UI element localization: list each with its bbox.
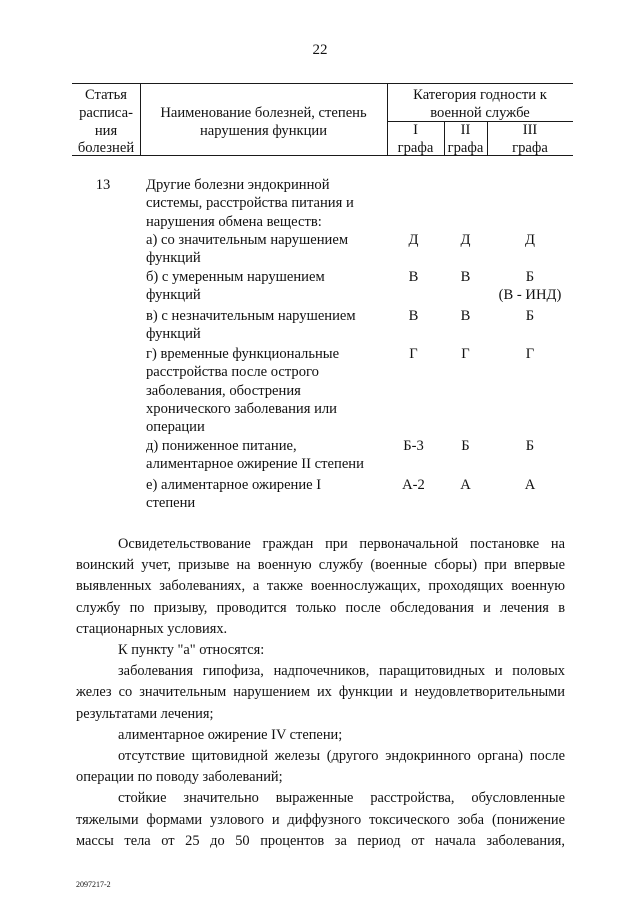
- header-line: военной службе: [430, 104, 530, 121]
- condition-item-f: [146, 476, 384, 513]
- graph-1-value: В: [408, 308, 419, 324]
- intro-line: нарушения обмена веществ:: [146, 213, 322, 230]
- graph-2-value: Б: [461, 438, 470, 454]
- text-line: операции по поводу заболеваний;: [76, 769, 283, 786]
- graph-2-value: А: [460, 477, 471, 493]
- condition-item-c: [146, 307, 384, 344]
- header-article-column: [72, 87, 140, 158]
- header-line: Статья: [85, 87, 127, 103]
- text-line: результатами лечения;: [76, 705, 214, 722]
- header-line: нарушения функции: [199, 122, 328, 139]
- intro-line: Другие болезни эндокринной: [146, 177, 330, 193]
- condition-line: функций: [146, 326, 201, 343]
- condition-line: расстройства после острого: [146, 364, 319, 381]
- text-line: службу по призыву, проводится только после обследования и лечения в: [76, 599, 565, 616]
- condition-item-a: [146, 231, 384, 268]
- condition-line: а) со значительным нарушением: [146, 232, 349, 248]
- text-line: стойкие значительно выраженные расстройства, обусловленные: [118, 790, 565, 807]
- graph-2-value: Д: [460, 232, 471, 248]
- condition-line: алиментарное ожирение II степени: [146, 456, 364, 473]
- condition-line: д) пониженное питание,: [146, 438, 297, 454]
- text-line: отсутствие щитовидной железы (другого эндокринного органа) после: [118, 748, 565, 765]
- paragraph: [76, 788, 565, 852]
- graph-1-value: В: [408, 269, 419, 285]
- text-line: массы тела от 25 до 50 процентов за период от начала заболевания,: [76, 832, 565, 849]
- condition-line: е) алиментарное ожирение I: [146, 477, 322, 493]
- graph-2-value: В: [460, 308, 471, 324]
- text-line: воинский учет, призыве на военную службу (военные сборы) при впервые: [76, 557, 565, 574]
- table-top-rule: [72, 83, 573, 84]
- category-value: Б: [525, 269, 535, 285]
- header-line: Категория годности к: [413, 87, 547, 103]
- graph-numeral: I: [413, 122, 418, 138]
- graph-label: графа: [512, 139, 548, 156]
- condition-item-d: [146, 345, 384, 436]
- graph-3-value: А: [524, 477, 536, 493]
- paragraph: [76, 640, 565, 661]
- condition-line: г) временные функциональные: [146, 346, 340, 362]
- condition-line: степени: [146, 495, 196, 512]
- paragraph: [76, 534, 565, 640]
- header-graph-2: [444, 122, 487, 158]
- header-name-column: [140, 105, 387, 141]
- graph-3-value: [487, 268, 573, 305]
- text-line: желез со значительным нарушением их функции и неудовлетворительными: [76, 684, 565, 701]
- graph-numeral: III: [522, 122, 538, 138]
- condition-item-b: [146, 268, 384, 305]
- condition-line: заболевания, обострения: [146, 382, 301, 399]
- body-text: [76, 534, 565, 852]
- graph-3-value: Б: [525, 438, 535, 454]
- paragraph: [76, 746, 565, 788]
- article-intro: [146, 176, 384, 231]
- condition-line: функций: [146, 250, 201, 267]
- graph-1-value: Б-3: [403, 438, 424, 454]
- graph-label: графа: [447, 139, 484, 156]
- text-line: К пункту "а" относятся:: [118, 642, 265, 659]
- condition-line: операции: [146, 419, 205, 436]
- text-line: стационарных условиях.: [76, 620, 228, 637]
- graph-1-value: Г: [409, 346, 418, 362]
- text-line: выявленных заболеваниях, а также военнослужащих, проходящих военную: [76, 578, 565, 595]
- header-graph-3: [487, 122, 573, 158]
- text-line: заболевания гипофиза, надпочечников, паращитовидных и половых: [118, 663, 565, 680]
- document-code: 2097217-2: [76, 880, 111, 889]
- header-line: расписа-: [79, 104, 133, 121]
- graph-numeral: II: [460, 122, 471, 138]
- text-line: тяжелыми формами узлового и диффузного токсического зоба (понижение: [76, 811, 565, 828]
- header-line: Наименование болезней, степень: [160, 105, 367, 121]
- condition-line: хронического заболевания или: [146, 400, 337, 417]
- text-line: алиментарное ожирение IV степени;: [118, 726, 343, 743]
- graph-3-value: Б: [525, 308, 535, 324]
- intro-line: системы, расстройства питания и: [146, 195, 354, 212]
- condition-line: в) с незначительным нарушением: [146, 308, 356, 324]
- graph-1-value: Д: [408, 232, 419, 248]
- graph-3-value: Д: [525, 232, 535, 248]
- graph-2-value: Г: [461, 346, 470, 362]
- condition-item-e: [146, 437, 384, 474]
- category-note: (В - ИНД): [498, 287, 562, 304]
- paragraph: [76, 661, 565, 725]
- graph-label: графа: [397, 139, 434, 156]
- condition-line: б) с умеренным нарушением: [146, 269, 325, 285]
- paragraph: [76, 725, 565, 746]
- text-line: Освидетельствование граждан при первоначальной постановке на: [118, 536, 565, 552]
- header-category-group: [387, 87, 573, 123]
- header-graph-1: [387, 122, 444, 158]
- page-number: 22: [312, 42, 328, 58]
- graph-1-value: А-2: [402, 477, 425, 493]
- article-number: 13: [95, 177, 111, 193]
- graph-2-value: В: [460, 269, 471, 285]
- header-line: ния: [94, 122, 118, 139]
- graph-3-value: Г: [525, 346, 535, 362]
- condition-line: функций: [146, 287, 201, 304]
- header-line: болезней: [77, 140, 135, 157]
